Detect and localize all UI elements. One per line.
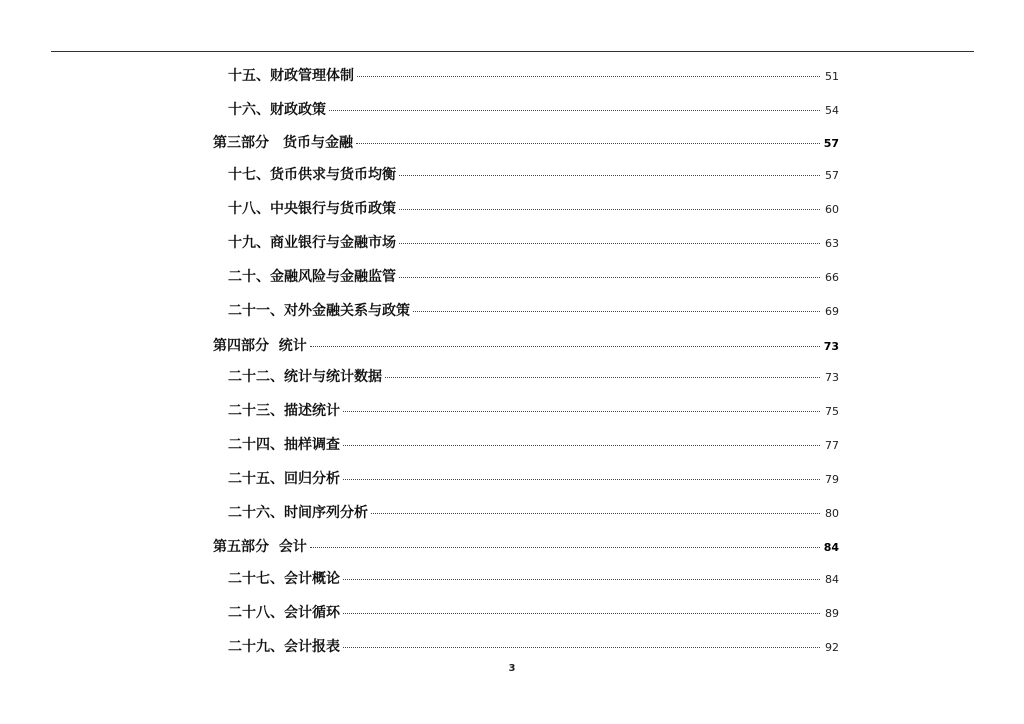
toc-entry-page: 51 <box>825 70 839 83</box>
toc-entry-title: 二十八、会计循环 <box>228 605 340 621</box>
toc-leader-dots <box>343 613 820 614</box>
page-number: 3 <box>508 663 516 674</box>
toc-entry-title: 十七、货币供求与货币均衡 <box>228 167 396 183</box>
toc-entry-title: 十五、财政管理体制 <box>228 68 354 84</box>
toc-part-page: 73 <box>823 340 839 353</box>
toc-entry-title: 二十九、会计报表 <box>228 639 340 655</box>
toc-entry-28[interactable] <box>228 602 839 624</box>
toc-entry-20[interactable] <box>228 266 839 288</box>
toc-entry-page: 69 <box>825 305 839 318</box>
toc-entry-29[interactable] <box>228 636 839 658</box>
toc-entry-page: 73 <box>825 371 839 384</box>
toc-part-4[interactable] <box>213 335 839 357</box>
toc-entry-title: 二十七、会计概论 <box>228 571 340 587</box>
toc-leader-dots <box>329 110 820 111</box>
toc-entry-21[interactable] <box>228 300 839 322</box>
toc-part-page: 57 <box>823 137 839 150</box>
toc-entry-page: 75 <box>825 405 839 418</box>
header-rule <box>51 51 974 52</box>
toc-entry-page: 57 <box>825 169 839 182</box>
toc-leader-dots <box>343 479 820 480</box>
toc-part-title: 第五部分 会计 <box>213 539 307 555</box>
toc-entry-title: 十八、中央银行与货币政策 <box>228 201 396 217</box>
toc-leader-dots <box>343 647 820 648</box>
toc-entry-page: 80 <box>825 507 839 520</box>
toc-entry-19[interactable] <box>228 232 839 254</box>
toc-entry-15[interactable] <box>228 65 839 87</box>
toc-entry-title: 二十二、统计与统计数据 <box>228 369 382 385</box>
toc-part-title: 第四部分 统计 <box>213 338 307 354</box>
toc-entry-page: 66 <box>825 271 839 284</box>
toc-part-page: 84 <box>823 541 839 554</box>
toc-entry-page: 54 <box>825 104 839 117</box>
toc-leader-dots <box>356 143 820 144</box>
toc-leader-dots <box>413 311 820 312</box>
toc-entry-title: 二十一、对外金融关系与政策 <box>228 303 410 319</box>
toc-entry-title: 二十六、时间序列分析 <box>228 505 368 521</box>
toc-leader-dots <box>310 346 820 347</box>
toc-entry-22[interactable] <box>228 366 839 388</box>
toc-entry-16[interactable] <box>228 99 839 121</box>
toc-entry-title: 十六、财政政策 <box>228 102 326 118</box>
toc-leader-dots <box>399 209 820 210</box>
toc-entry-page: 84 <box>825 573 839 586</box>
toc-entry-page: 60 <box>825 203 839 216</box>
toc-leader-dots <box>343 445 820 446</box>
toc-leader-dots <box>357 76 820 77</box>
toc-entry-page: 92 <box>825 641 839 654</box>
toc-part-5[interactable] <box>213 536 839 558</box>
toc-leader-dots <box>343 579 820 580</box>
toc-part-3[interactable] <box>213 132 839 154</box>
toc-leader-dots <box>310 547 820 548</box>
toc-entry-page: 89 <box>825 607 839 620</box>
toc-entry-25[interactable] <box>228 468 839 490</box>
toc-leader-dots <box>399 243 820 244</box>
toc-entry-27[interactable] <box>228 568 839 590</box>
toc-entry-title: 二十五、回归分析 <box>228 471 340 487</box>
toc-entry-page: 79 <box>825 473 839 486</box>
toc-leader-dots <box>385 377 820 378</box>
toc-entry-23[interactable] <box>228 400 839 422</box>
toc-entry-title: 二十三、描述统计 <box>228 403 340 419</box>
toc-entry-24[interactable] <box>228 434 839 456</box>
toc-entry-title: 二十四、抽样调查 <box>228 437 340 453</box>
toc-entry-title: 二十、金融风险与金融监管 <box>228 269 396 285</box>
toc-entry-title: 十九、商业银行与金融市场 <box>228 235 396 251</box>
toc-entry-page: 63 <box>825 237 839 250</box>
toc-leader-dots <box>399 175 820 176</box>
toc-leader-dots <box>343 411 820 412</box>
toc-entry-17[interactable] <box>228 164 839 186</box>
toc-entry-18[interactable] <box>228 198 839 220</box>
toc-entry-26[interactable] <box>228 502 839 524</box>
toc-entry-page: 77 <box>825 439 839 452</box>
toc-leader-dots <box>371 513 820 514</box>
toc-leader-dots <box>399 277 820 278</box>
toc-part-title: 第三部分 货币与金融 <box>213 135 353 151</box>
